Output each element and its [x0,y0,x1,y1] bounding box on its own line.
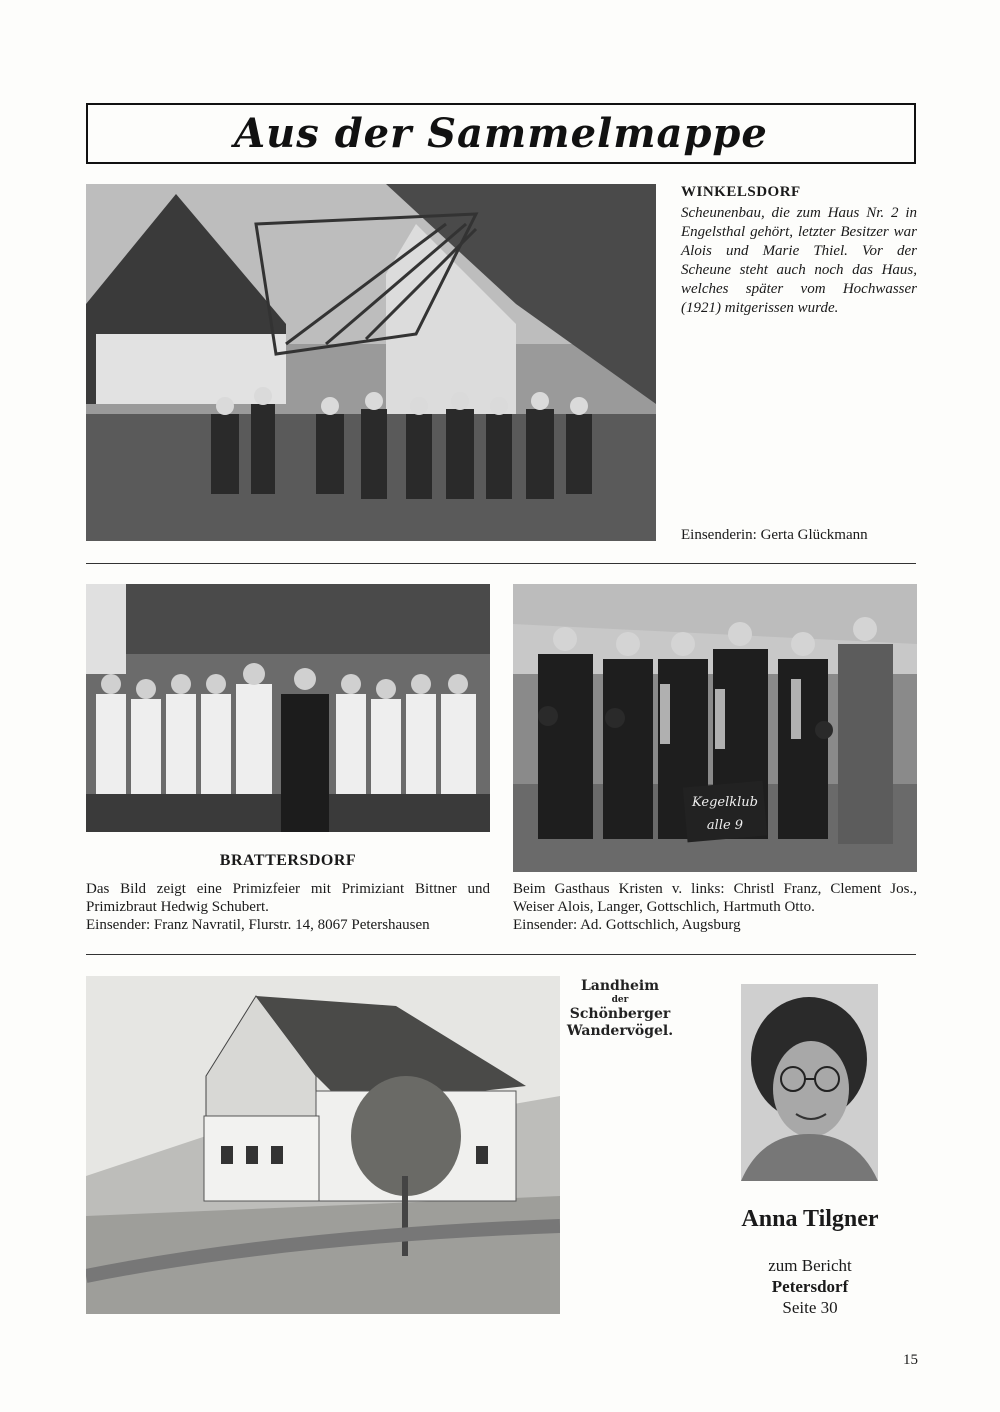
photo-kegelklub [513,584,917,872]
portrait-line1: zum Bericht [768,1256,852,1275]
winkelsdorf-caption: Scheunenbau, die zum Haus Nr. 2 in Engelsthal gehört, letzter Besitzer war Alois und Marie Thiel. Vor der Scheune steht auch noch das Haus, welches später vom Hochwasser (1921) mitgerissen wurde. [681,205,917,316]
photo-portrait-anna-tilgner [741,984,878,1181]
kegelklub-sign-line2: alle 9 [706,818,744,833]
kegelklub-credit: Einsender: Ad. Gottschlich, Augsburg [513,917,741,933]
page-number: 15 [903,1352,918,1368]
landheim-line4: Wandervögel. [566,1023,674,1039]
kegelklub-sign-line1: Kegelklub [692,795,758,810]
landheim-line1: Landheim [580,978,660,994]
photo-landheim [86,976,560,1314]
landheim-line2: der [611,995,629,1005]
page-title: Aus der Sammelmappe [234,109,768,157]
portrait-line3: Seite 30 [782,1298,838,1317]
photo-winkelsdorf-barn [86,184,656,541]
portrait-name: Anna Tilgner [741,1206,879,1232]
portrait-line2: Petersdorf [771,1277,849,1296]
winkelsdorf-heading: WINKELSDORF [681,184,801,200]
kegelklub-caption: Beim Gasthaus Kristen v. links: Christl Franz, Clement Jos., Weiser Alois, Langer, Gottschlich, Hartmuth Otto. [513,881,917,915]
portrait-caption [700,1255,920,1318]
winkelsdorf-credit: Einsenderin: Gerta Glückmann [681,527,868,543]
landheim-line3: Schönberger [569,1006,671,1022]
photo-brattersdorf-primizfeier [86,584,490,832]
divider [86,563,916,564]
brattersdorf-credit: Einsender: Franz Navratil, Flurstr. 14, 8067 Petershausen [86,917,430,933]
landheim-label [560,978,680,1039]
title-box [86,103,916,164]
brattersdorf-heading: BRATTERSDORF [219,852,357,869]
brattersdorf-caption: Das Bild zeigt eine Primizfeier mit Primiziant Bittner und Primizbraut Hedwig Schubert. [86,881,490,915]
divider [86,954,916,955]
